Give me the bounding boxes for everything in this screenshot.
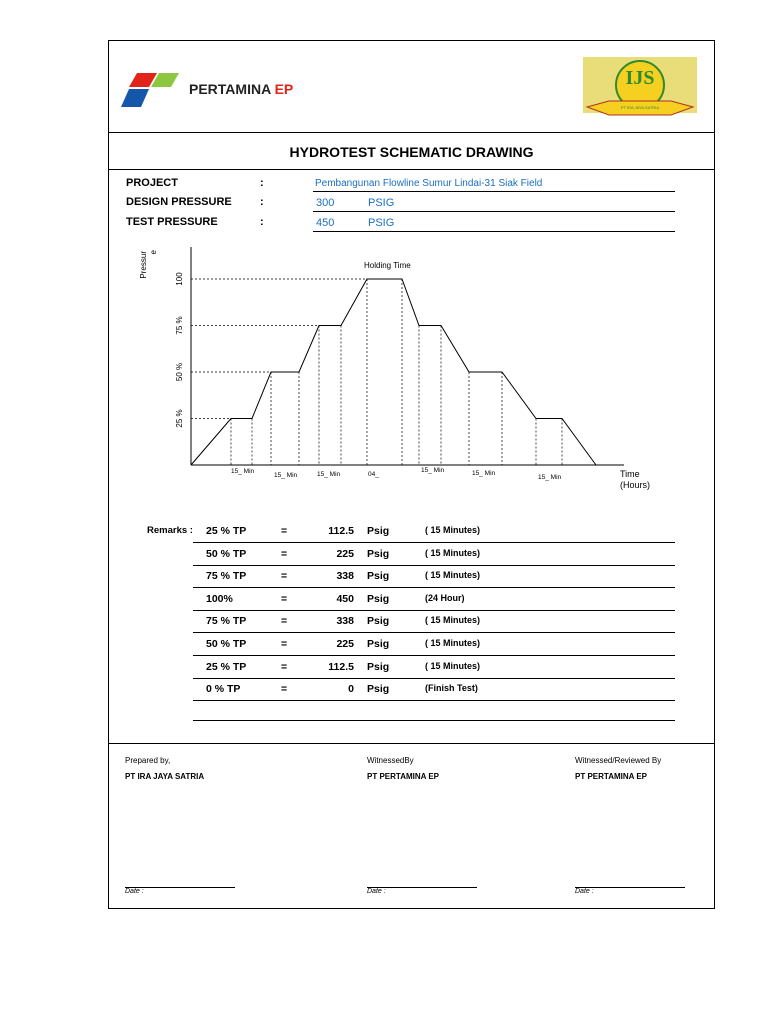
remarks-stage: 50 % TP [206, 547, 247, 560]
remarks-unit: Psig [367, 615, 390, 628]
ijs-logo-text: IJS [625, 67, 655, 89]
signature-role: WitnessedBy [367, 756, 414, 765]
remarks-unit: Psig [367, 660, 390, 673]
header-divider [109, 132, 714, 133]
remarks-equals: = [281, 683, 288, 696]
remarks-value: 225 [336, 638, 354, 650]
project-label: PROJECT [126, 177, 178, 189]
remarks-unit: Psig [367, 525, 390, 537]
signature-company: PT IRA JAYA SATRIA [125, 772, 205, 781]
remarks-stage: 100% [206, 592, 233, 605]
signature-date-label: Date : [125, 888, 144, 895]
remarks-equals: = [281, 592, 288, 605]
test-pressure-value: 450 [316, 217, 335, 229]
signature-line [367, 887, 477, 888]
y-axis-label-suffix: e [149, 250, 158, 255]
remarks-stage: 75 % TP [206, 615, 247, 628]
chart-axes [191, 247, 624, 465]
remarks-unit: Psig [367, 683, 390, 696]
remarks-row-underline [193, 700, 675, 701]
x-axis-unit: (Hours) [620, 480, 651, 490]
x-axis-label: Time [620, 469, 640, 479]
x-tick-label: 15_ Min [317, 471, 341, 478]
remarks-duration: ( 15 Minutes) [425, 638, 481, 648]
remarks-stage: 0 % TP [206, 683, 241, 696]
design-pressure-label: DESIGN PRESSURE [126, 196, 232, 208]
remarks-unit: Psig [367, 592, 390, 605]
x-tick-label: 15_ Min [472, 470, 496, 477]
remarks-duration: (24 Hour) [425, 592, 465, 603]
project-value: Pembangunan Flowline Sumur Lindai-31 Siak Field [315, 178, 543, 189]
page-title: HYDROTEST SCHEMATIC DRAWING [289, 144, 534, 160]
project-colon: : [260, 177, 264, 189]
y-tick-label: 100 [175, 272, 184, 286]
x-tick-label: 15_ Min [274, 472, 298, 479]
document-frame [108, 40, 715, 909]
x-tick-label: 15_ Min [538, 474, 562, 481]
pertamina-logo-suffix: EP [274, 81, 294, 97]
remarks-duration: ( 15 Minutes) [425, 660, 481, 671]
design-pressure-unit: PSIG [368, 197, 395, 209]
signature-divider [109, 743, 714, 744]
holding-time-annotation: Holding Time [364, 261, 411, 270]
remarks-duration: ( 15 Minutes) [425, 570, 481, 581]
remarks-row-underline [193, 587, 675, 588]
remarks-equals: = [281, 660, 288, 673]
design-pressure-value: 300 [316, 197, 335, 209]
remarks-blank-underline [193, 720, 675, 721]
signature-role: Prepared by, [125, 756, 171, 765]
remarks-row-underline [193, 655, 675, 656]
remarks-stage: 75 % TP [206, 570, 247, 583]
remarks-equals: = [281, 615, 288, 628]
remarks-stage: 25 % TP [206, 660, 247, 673]
remarks-unit: Psig [367, 547, 390, 560]
signature-date-label: Date : [367, 888, 386, 895]
remarks-label: Remarks : [147, 525, 193, 536]
remarks-row-underline [193, 632, 675, 633]
project-underline [313, 191, 675, 192]
ijs-logo-ribbon: PT IRA JAYA SATRIA [620, 105, 660, 110]
remarks-value: 225 [336, 547, 354, 560]
remarks-value: 112.5 [328, 660, 354, 673]
signature-date-label: Date : [575, 888, 594, 895]
remarks-row-underline [193, 678, 675, 679]
remarks-value: 450 [336, 592, 354, 605]
remarks-row-underline [193, 542, 675, 543]
remarks-equals: = [281, 525, 288, 537]
pertamina-logo-mark [119, 59, 189, 111]
signature-line [575, 887, 685, 888]
test-pressure-unit: PSIG [368, 217, 395, 229]
title-divider [109, 169, 714, 170]
test-pressure-label: TEST PRESSURE [126, 216, 218, 228]
remarks-unit: Psig [367, 638, 390, 650]
y-axis-label: Pressur [139, 251, 148, 279]
ijs-logo [579, 55, 704, 121]
y-tick-label: 25 % [175, 409, 184, 428]
remarks-equals: = [281, 570, 288, 583]
x-tick-label: 04_ [368, 471, 379, 478]
remarks-duration: ( 15 Minutes) [425, 525, 481, 535]
remarks-value: 338 [336, 570, 354, 583]
remarks-value: 338 [336, 615, 354, 628]
signature-line [125, 887, 235, 888]
remarks-value: 112.5 [328, 525, 354, 537]
remarks-equals: = [281, 638, 288, 650]
design-pressure-colon: : [260, 196, 264, 208]
remarks-duration: ( 15 Minutes) [425, 615, 481, 626]
remarks-duration: (Finish Test) [425, 683, 478, 694]
y-tick-label: 50 % [175, 362, 184, 382]
y-tick-label: 75 % [175, 316, 184, 335]
remarks-equals: = [281, 547, 288, 560]
test-pressure-underline [313, 231, 675, 232]
x-tick-label: 15_ Min [231, 468, 255, 475]
test-pressure-colon: : [260, 216, 264, 228]
signature-company: PT PERTAMINA EP [575, 772, 648, 781]
remarks-stage: 25 % TP [206, 525, 247, 537]
x-tick-label: 15_ Min [421, 467, 445, 474]
signature-role: Witnessed/Reviewed By [575, 756, 662, 765]
remarks-row-underline [193, 565, 675, 566]
remarks-unit: Psig [367, 570, 390, 583]
signature-company: PT PERTAMINA EP [367, 772, 440, 781]
design-pressure-underline [313, 211, 675, 212]
remarks-stage: 50 % TP [206, 638, 247, 650]
remarks-duration: ( 15 Minutes) [425, 547, 481, 558]
pertamina-logo-text: PERTAMINA [189, 81, 271, 97]
hydrotest-chart [134, 239, 674, 499]
remarks-value: 0 [348, 683, 354, 696]
remarks-row-underline [193, 610, 675, 611]
pertamina-logo [119, 59, 309, 111]
